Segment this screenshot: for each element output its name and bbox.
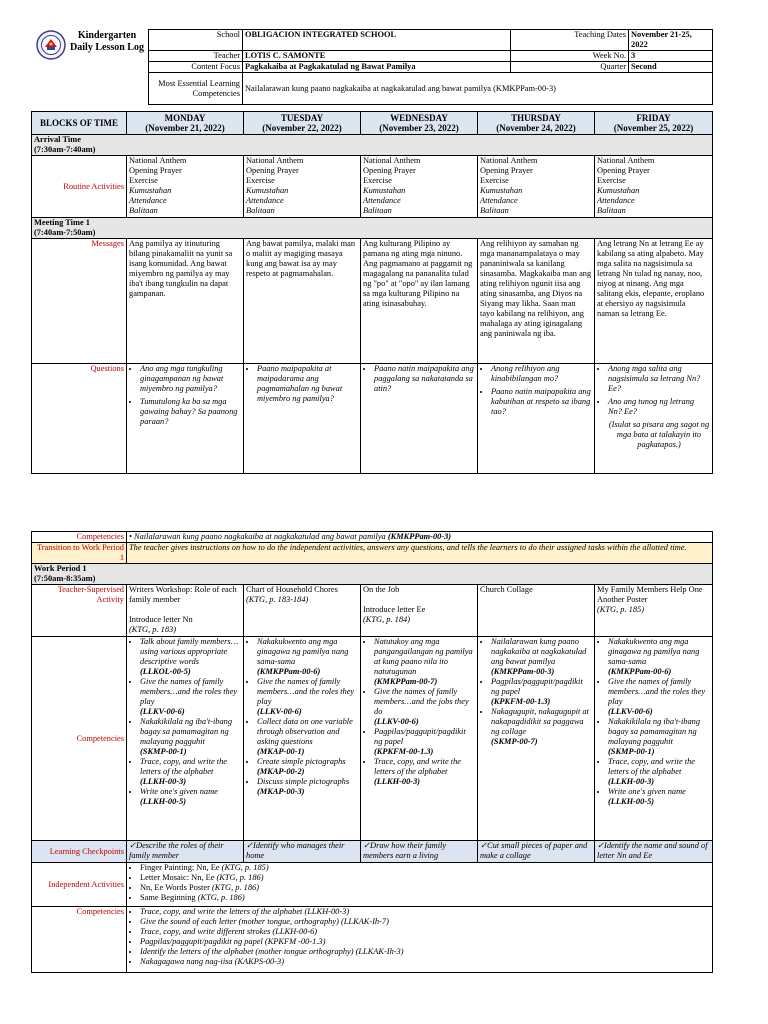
- competency-item: [608, 637, 710, 677]
- activity-ref: (KTG, p. 186): [197, 893, 245, 902]
- quarter-label: Quarter: [511, 62, 629, 73]
- independent-item: [140, 893, 710, 903]
- routine-item: Opening Prayer: [363, 166, 416, 175]
- competency-code: (LLKH-00-3): [140, 777, 187, 786]
- day-name: MONDAY: [164, 112, 206, 123]
- activity-name: Letter Mosaic: Nn, Ee: [140, 873, 215, 882]
- competency-text: Natutukoy ang mga pangangailangan ng pamilya at kung paano nila ito natutugunan: [374, 637, 473, 676]
- competency-code: (KMKPPam-00-3): [387, 532, 452, 541]
- teacher-supervised-row: [32, 585, 713, 637]
- competency-item: [608, 677, 710, 717]
- activity-name: Same Beginning: [140, 893, 196, 902]
- routine-cell-monday: [127, 156, 244, 218]
- competency-item: • Identify the letters of the alphabet (mother tongue orthography) (LLKAK-Ih-3): [140, 947, 710, 957]
- day-date: (November 23, 2022): [379, 123, 459, 133]
- routine-item: Exercise: [246, 176, 275, 185]
- competency-text: Nakakikilala ng iba't-ibang bagay sa pamamagitan ng malayang pagguhit: [608, 717, 701, 746]
- competency-item: [140, 717, 241, 757]
- competencies-wednesday: [361, 637, 478, 841]
- competencies-row: [32, 637, 713, 841]
- tsa-label: Teacher-Supervised Activity: [32, 585, 127, 637]
- question-item: • Tumutulong ka ba sa mga gawaing bahay? Sa paanong paraan?: [140, 397, 241, 427]
- day-header-friday: [595, 112, 713, 135]
- competency-code: (LLKH-00-3): [374, 777, 421, 786]
- competency-text: Collect data on one variable through observation and asking questions: [257, 717, 353, 746]
- competency-text: Trace, copy, and write the letters of the alphabet: [374, 757, 461, 776]
- question-item: • Paano natin maipapakita ang paggalang sa nakatatanda sa atin?: [374, 364, 475, 394]
- routine-item: Opening Prayer: [480, 166, 533, 175]
- competency-text: Nailalarawan kung paano nagkakaiba at nagkakatulad ang bawat pamilya: [134, 532, 386, 541]
- routine-cell-tuesday: [244, 156, 361, 218]
- tsa-wednesday: [361, 585, 478, 637]
- competency-code: (LLKV-00-6): [140, 707, 185, 716]
- checkpoints-label: Learning Checkpoints: [32, 841, 127, 863]
- competencies-label: Competencies: [32, 637, 127, 841]
- competency-text: Write one's given name: [608, 787, 686, 796]
- competencies-2-row: [32, 907, 713, 973]
- question-item: • Paano natin maipapakita ang kabutihan at respeto sa ibang tao?: [491, 387, 592, 417]
- competency-item: [374, 757, 475, 787]
- competency-code: (MKAP-00-2): [257, 767, 305, 776]
- competency-text: Pagpilas/paggupit/pagdikit ng papel: [374, 727, 466, 746]
- activity-ref: (KTG, p. 186): [216, 873, 264, 882]
- checkpoint-tuesday: ✓ Identify who manages their home: [244, 841, 361, 863]
- activity-name: Finger Painting: Nn, Ee: [140, 863, 220, 872]
- competency-item: [608, 717, 710, 757]
- competency-item: [608, 787, 710, 807]
- routine-item: Kumustahan: [246, 186, 289, 195]
- header-info-table: [148, 29, 713, 105]
- competency-item: [374, 727, 475, 757]
- competency-code: (LLKV-00-6): [374, 717, 419, 726]
- routine-cell-wednesday: [361, 156, 478, 218]
- competency-code: (KPKFM-00-1.3): [374, 747, 434, 756]
- routine-item: Kumustahan: [597, 186, 640, 195]
- checkpoint-wednesday: ✓ Draw how their family members earn a living: [361, 841, 478, 863]
- dates-label: Teaching Dates: [511, 30, 629, 51]
- transition-label: Transition to Work Period 1: [32, 543, 127, 564]
- activity-line: On the Job: [363, 585, 400, 594]
- routine-cell-thursday: [478, 156, 595, 218]
- independent-item: [140, 873, 710, 883]
- competency-code: (LLKV-00-6): [257, 707, 302, 716]
- work-period-row: [32, 564, 713, 585]
- competencies-monday: [127, 637, 244, 841]
- routine-item: National Anthem: [129, 156, 187, 165]
- routine-item: National Anthem: [597, 156, 655, 165]
- day-header-thursday: [478, 112, 595, 135]
- competency-text: Nakakikilala ng iba't-ibang bagay sa pamamagitan ng malayang pagguhit: [140, 717, 233, 746]
- competency-code: (LLKH-00-5): [140, 797, 187, 806]
- routine-item: Attendance: [480, 196, 518, 205]
- routine-item: Attendance: [129, 196, 167, 205]
- message-friday: Ang letrang Nn at letrang Ee ay kabilang sa ating alpabeto. May mga salita na nagsisimula sa letrang Nn tulad ng nanay, noo, niyog at ninang. Ang mga salitang ekis, elepante, eroplano at ehersiyo ay nagsisimula naman sa letrang Ee.: [595, 239, 713, 364]
- activity-line: [363, 595, 475, 605]
- activity-line: Church Collage: [480, 585, 533, 594]
- checkpoint-friday: ✓ Identify the name and sound of letter Nn and Ee: [595, 841, 713, 863]
- competencies-friday: [595, 637, 713, 841]
- competency-item: • Nakagagawa nang nag-iisa (KAKPS-00-3): [140, 957, 710, 967]
- competency-text: Write one's given name: [140, 787, 218, 796]
- teacher-label: Teacher: [149, 51, 243, 62]
- activity-line: My Family Members Help One Another Poster: [597, 585, 703, 604]
- competency-text: Give the names of family members…and the roles they play: [140, 677, 238, 706]
- day-date: (November 25, 2022): [613, 123, 694, 133]
- focus-label: Content Focus: [149, 62, 243, 73]
- competency-item: [608, 757, 710, 787]
- competency-code: (LLKV-00-6): [608, 707, 653, 716]
- competency-item: [257, 637, 358, 677]
- arrival-time-row: [32, 135, 713, 156]
- competency-code: (KPKFM-00-1.3): [491, 697, 551, 706]
- tsa-thursday: [478, 585, 595, 637]
- competency-item: [140, 677, 241, 717]
- day-name: FRIDAY: [636, 112, 671, 123]
- quarter-value: Second: [629, 62, 713, 73]
- competency-code: (MKAP-00-1): [257, 747, 305, 756]
- competency-text: Trace, copy, and write the letters of the alphabet: [140, 757, 227, 776]
- routine-row: [32, 156, 713, 218]
- teacher-value: LOTIS C. SAMONTE: [243, 51, 511, 62]
- title-line-1: Kindergarten: [77, 30, 137, 41]
- arrival-time: (7:30am-7:40am): [34, 145, 96, 154]
- competency-code: (KMKPPam-00-7): [374, 677, 438, 686]
- school-label: School: [149, 30, 243, 51]
- meeting-title: Meeting Time 1: [34, 218, 90, 227]
- week-label: Week No.: [511, 51, 629, 62]
- routine-item: Attendance: [246, 196, 284, 205]
- questions-monday: [127, 364, 244, 474]
- questions-thursday: [478, 364, 595, 474]
- dates-value: November 21-25, 2022: [629, 30, 713, 51]
- competency-text: Nakakukwento ang mga ginagawa ng pamilya nang sama-sama: [608, 637, 700, 666]
- day-header-tuesday: [244, 112, 361, 135]
- tsa-monday: [127, 585, 244, 637]
- work-title: Work Period 1: [34, 564, 87, 573]
- routine-item: Exercise: [480, 176, 509, 185]
- competency-item: [491, 707, 592, 747]
- routine-item: Opening Prayer: [246, 166, 299, 175]
- routine-item: Attendance: [597, 196, 635, 205]
- competency-text: Talk about family members…using various appropriate descriptive words: [140, 637, 239, 666]
- competency-item: [257, 717, 358, 757]
- routine-item: Exercise: [363, 176, 392, 185]
- competency-item: [140, 787, 241, 807]
- message-monday: Ang pamilya ay itinuturing bilang pinakamaliit na yunit sa isang komunidad. Ang bawat miyembro ng pamilya ay may iba't ibang tungkulin na dapat gampanan.: [127, 239, 244, 364]
- competencies-2-label: Competencies: [32, 907, 127, 973]
- competency-text: Discuss simple pictographs: [257, 777, 350, 786]
- routine-item: Exercise: [129, 176, 158, 185]
- day-name: WEDNESDAY: [390, 112, 448, 123]
- competency-text: Give the names of family members…and the roles they play: [608, 677, 706, 706]
- messages-label: Messages: [32, 239, 127, 364]
- competency-item: [140, 757, 241, 787]
- message-thursday: Ang relihiyon ay samahan ng mga mananampalataya o may pananiniwala sa kanilang sinasamba. Magkakaiba man ang ating relihiyon ngunit iisa ang ating sinasamba, ang Diyos na Siyang may likha. Saan man tayo kabilang na relihiyon, ang mahalaga ay ating iginagalang ang paniniwala ng iba.: [478, 239, 595, 364]
- mel-value: Nailalarawan kung paano nagkakaiba at nagkakatulad ang bawat pamilya (KMKPPam-00-3): [243, 73, 713, 105]
- activity-ref: (KTG, p. 184): [363, 615, 410, 624]
- competencies-2-list: [127, 907, 713, 973]
- mel-label: Most Essential Learning Competencies: [149, 73, 243, 105]
- routine-item: National Anthem: [246, 156, 304, 165]
- school-value: OBLIGACION INTEGRATED SCHOOL: [243, 30, 511, 51]
- competency-text: Nakagugupit, nakagugupit at nakapagdidikit sa paggawa ng collage: [491, 707, 589, 736]
- blocks-of-time-header: BLOCKS OF TIME: [32, 112, 127, 135]
- competencies-label: Competencies: [32, 532, 127, 543]
- activity-ref: (KTG, p. 185): [221, 863, 269, 872]
- routine-label: Routine Activities: [32, 156, 127, 218]
- day-date: (November 21, 2022): [145, 123, 225, 133]
- day-header-monday: [127, 112, 244, 135]
- competency-code: (MKAP-00-3): [257, 787, 305, 796]
- activity-ref: (KTG, p. 183): [129, 625, 176, 634]
- checkpoints-row: [32, 841, 713, 863]
- work-period-table: [31, 531, 713, 973]
- competency-text: Trace, copy, and write the letters of the alphabet: [608, 757, 695, 776]
- friday-note: (Isulat sa pisara ang sagot ng mga bata at talakayin ito pagkatapos.): [608, 420, 710, 449]
- question-item: • Ano ang tunog ng letrang Nn? Ee?: [608, 397, 710, 417]
- day-header-wednesday: [361, 112, 478, 135]
- questions-label: Questions: [32, 364, 127, 474]
- arrival-title: Arrival Time: [34, 135, 81, 144]
- competency-code: (LLKOL-00-5): [140, 667, 191, 676]
- competency-text: Give the names of family members…and the roles they play: [257, 677, 355, 706]
- independent-item: [140, 883, 710, 893]
- competencies-main: • Nailalarawan kung paano nagkakaiba at nagkakatulad ang bawat pamilya (KMKPPam-00-3): [127, 532, 713, 543]
- day-name: TUESDAY: [280, 112, 324, 123]
- competency-item: • Pagpilas/paggupit/pagdikit ng papel (KPKFM -00-1.3): [140, 937, 710, 947]
- routine-item: National Anthem: [480, 156, 538, 165]
- activity-line: Writers Workshop: Role of each family member: [129, 585, 237, 604]
- tsa-tuesday: [244, 585, 361, 637]
- competency-item: [374, 687, 475, 727]
- competency-code: (KMKPPam-00-6): [257, 667, 321, 676]
- activity-ref: (KTG, p. 186): [211, 883, 259, 892]
- routine-item: Balitaan: [597, 206, 626, 215]
- document-title: [66, 30, 148, 54]
- competency-text: Nakakukwento ang mga ginagawa ng pamilya nang sama-sama: [257, 637, 349, 666]
- day-name: THURSDAY: [511, 112, 561, 123]
- questions-row: [32, 364, 713, 474]
- activity-line: Introduce letter Ee: [363, 605, 426, 614]
- activity-ref: (KTG, p. 185): [597, 605, 644, 614]
- message-wednesday: Ang kulturang Pilipino ay pamana ng ating mga ninuno. Ang pagmamano at paggamit ng magagalang na pananalita tulad ng "po" at "opo" ay ilan lamang sa mga kulturang Pilipino na ating isinasabuhay.: [361, 239, 478, 364]
- competency-item: [374, 637, 475, 687]
- activity-line: Chart of Household Chores: [246, 585, 338, 594]
- competency-item: [140, 637, 241, 677]
- competency-item: [491, 677, 592, 707]
- activity-line: [129, 605, 241, 615]
- checkpoint-thursday: ✓ Cut small pieces of paper and make a collage: [478, 841, 595, 863]
- routine-item: Attendance: [363, 196, 401, 205]
- competency-code: (SKMP-00-7): [491, 737, 538, 746]
- deped-seal-icon: [36, 30, 66, 60]
- competencies-tuesday: [244, 637, 361, 841]
- message-tuesday: Ang bawat pamilya, malaki man o maliit ay magiging masaya kung ang bawat isa ay may respeto at pagmamahalan.: [244, 239, 361, 364]
- question-item: • Anong mga salita ang nagsisimula sa letrang Nn? Ee?: [608, 364, 710, 394]
- meeting-time: (7:40am-7:50am): [34, 228, 96, 237]
- competency-code: (LLKH-00-5): [608, 797, 655, 806]
- routine-item: Balitaan: [129, 206, 158, 215]
- messages-row: [32, 239, 713, 364]
- routine-cell-friday: [595, 156, 713, 218]
- routine-item: Kumustahan: [480, 186, 523, 195]
- independent-activities: [127, 863, 713, 907]
- question-item: • Ano ang mga tungkuling ginagampanan ng bawat miyembro ng pamilya?: [140, 364, 241, 394]
- routine-item: Opening Prayer: [129, 166, 182, 175]
- activity-line: Introduce letter Nn: [129, 615, 193, 624]
- competency-item: [257, 677, 358, 717]
- competency-text: Give the names of family members…and the jobs they do: [374, 687, 469, 716]
- meeting-time-row: [32, 218, 713, 239]
- routine-item: Balitaan: [480, 206, 509, 215]
- competency-code: (KMKPPam-00-6): [608, 667, 672, 676]
- routine-item: Balitaan: [363, 206, 392, 215]
- routine-item: Kumustahan: [129, 186, 172, 195]
- competency-code: (KMKPPam-00-3): [491, 667, 555, 676]
- competency-item: [257, 777, 358, 797]
- week-value: 3: [629, 51, 713, 62]
- activity-ref: (KTG, p. 183-184): [246, 595, 309, 604]
- competency-item: • Trace, copy, and write the letters of the alphabet (LLKH-00-3): [140, 907, 710, 917]
- question-item: • Paano maipapakita at maipadarama ang pagmamahalan ng bawat miyembro ng pamilya?: [257, 364, 358, 404]
- routine-item: Exercise: [597, 176, 626, 185]
- competency-item: • Trace, copy, and write different strokes (LLKH-00-6): [140, 927, 710, 937]
- competencies-thursday: [478, 637, 595, 841]
- competency-code: (SKMP-00-1): [608, 747, 655, 756]
- independent-row: [32, 863, 713, 907]
- routine-item: National Anthem: [363, 156, 421, 165]
- questions-tuesday: [244, 364, 361, 474]
- questions-wednesday: [361, 364, 478, 474]
- competency-item: • Give the sound of each letter (mother tongue, orthography) (LLKAK-Ih-7): [140, 917, 710, 927]
- independent-label: Independent Activities: [32, 863, 127, 907]
- independent-item: [140, 863, 710, 873]
- day-date: (November 24, 2022): [496, 123, 576, 133]
- competency-text: Pagpilas/paggupit/pagdikit ng papel: [491, 677, 583, 696]
- question-item: • Anong relihiyon ang kinabibilangan mo?: [491, 364, 592, 384]
- title-line-2: Daily Lesson Log: [70, 42, 144, 53]
- activity-name: Nn, Ee Words Poster: [140, 883, 210, 892]
- competency-item: [491, 637, 592, 677]
- routine-item: Kumustahan: [363, 186, 406, 195]
- routine-item: Opening Prayer: [597, 166, 650, 175]
- questions-friday: [595, 364, 713, 474]
- competency-text: Create simple pictographs: [257, 757, 346, 766]
- work-time: (7:50am-8:35am): [34, 574, 96, 583]
- competency-code: (SKMP-00-1): [140, 747, 187, 756]
- routine-item: Balitaan: [246, 206, 275, 215]
- transition-text: The teacher gives instructions on how to do the independent activities, answers any questions, and tells the learners to do their assigned tasks within the allotted time.: [127, 543, 713, 564]
- competency-text: Nailalarawan kung paano nagkakaiba at nagkakatulad ang bawat pamilya: [491, 637, 587, 666]
- checkpoint-monday: ✓ Describe the roles of their family member: [127, 841, 244, 863]
- focus-value: Pagkakaiba at Pagkakatulad ng Bawat Pamilya: [243, 62, 511, 73]
- competency-item: [257, 757, 358, 777]
- day-date: (November 22, 2022): [262, 123, 342, 133]
- daily-schedule-table: [31, 111, 713, 474]
- competency-code: (LLKH-00-3): [608, 777, 655, 786]
- tsa-friday: [595, 585, 713, 637]
